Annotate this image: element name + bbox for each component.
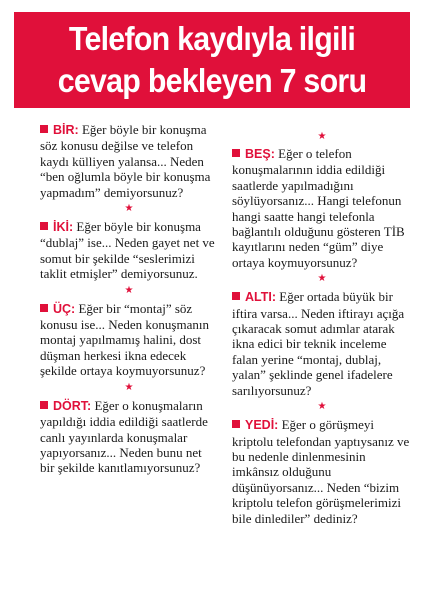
question-label: ÜÇ: — [53, 301, 76, 316]
question-text: Eğer böyle bir konuşma “dublaj” ise... Neden gayet net ve somut bir şekilde “seslerimizi taklit etmişler” demiyorsunuz. — [40, 219, 215, 282]
star-icon: ★ — [124, 203, 134, 215]
question-label: YEDİ: — [245, 418, 279, 433]
question-label: ALTI: — [245, 290, 277, 305]
square-bullet-icon — [40, 304, 48, 312]
question-text: Eğer o görüşmeyi kriptolu telefondan yaptıysanız ve bu nedenle dinlenmesinin imkânsız olduğunu düşünüyorsanız... Neden “bizim kriptolu telefon görüşmelerimizi bile dinlediler” dediniz? — [232, 417, 410, 526]
square-bullet-icon — [232, 149, 240, 157]
right-column — [232, 132, 412, 526]
question-text: Eğer o telefon konuşmalarının iddia edildiği saatlerde yapılmadığını söylüyorsanız... Hangi telefonun hangi saatte hangi telefonla bağlantılı olduğunu gösteren TİB kayıtlarını neden “güm” diye ortaya koymuyorsunuz? — [232, 146, 405, 270]
star-icon: ★ — [317, 273, 327, 285]
question-label: DÖRT: — [53, 398, 92, 413]
square-bullet-icon — [40, 401, 48, 409]
headline-line-1: Telefon kaydıyla ilgili — [68, 20, 356, 57]
star-icon: ★ — [317, 131, 327, 142]
question-dort — [40, 398, 218, 476]
star-icon: ★ — [124, 381, 134, 393]
question-label: İKİ: — [53, 220, 74, 235]
headline-banner — [14, 12, 410, 108]
question-label: BEŞ: — [245, 147, 275, 161]
square-bullet-icon — [40, 222, 48, 230]
question-text: Eğer bir “montaj” söz konusu ise... Neden konuşmanın montaj yapılmamış halini, dost düşman herkesi ikna edecek şekilde ortaya koymuyorsunuz? — [40, 300, 209, 379]
question-bir — [40, 122, 218, 200]
star-icon: ★ — [317, 401, 327, 413]
star-icon: ★ — [124, 284, 134, 296]
left-column — [40, 122, 218, 476]
question-yedi — [232, 417, 412, 526]
headline-line-2: cevap bekleyen 7 soru — [57, 62, 367, 99]
question-alti — [232, 289, 412, 398]
question-label: BİR: — [53, 123, 79, 137]
square-bullet-icon — [232, 292, 240, 300]
square-bullet-icon — [232, 420, 240, 428]
question-text: Eğer ortada büyük bir iftira varsa... Neden iftirayı açığa çıkaracak somut adımlar atarak ikna edici bir teknik inceleme falan yerine “montaj, dublaj, yalan” şeklinde genel ifadelere sarılıyorsunuz? — [232, 289, 405, 398]
question-bes — [232, 146, 412, 270]
question-iki — [40, 219, 218, 282]
question-text: Eğer böyle bir konuşma söz konusu değilse ve telefon kaydı külliyen yalansa... Neden “ben oğlumla böyle bir konuşma yapmadım” demiyorsunuz? — [40, 122, 211, 200]
square-bullet-icon — [40, 125, 48, 133]
question-uc — [40, 301, 218, 379]
question-text: Eğer o konuşmaların yapıldığı iddia edildiği saatlerde canlı yayınlarda konuşmalar yapıyorsanız... Neden bunu net bir şekilde kanıtlamıyorsunuz? — [40, 397, 208, 476]
